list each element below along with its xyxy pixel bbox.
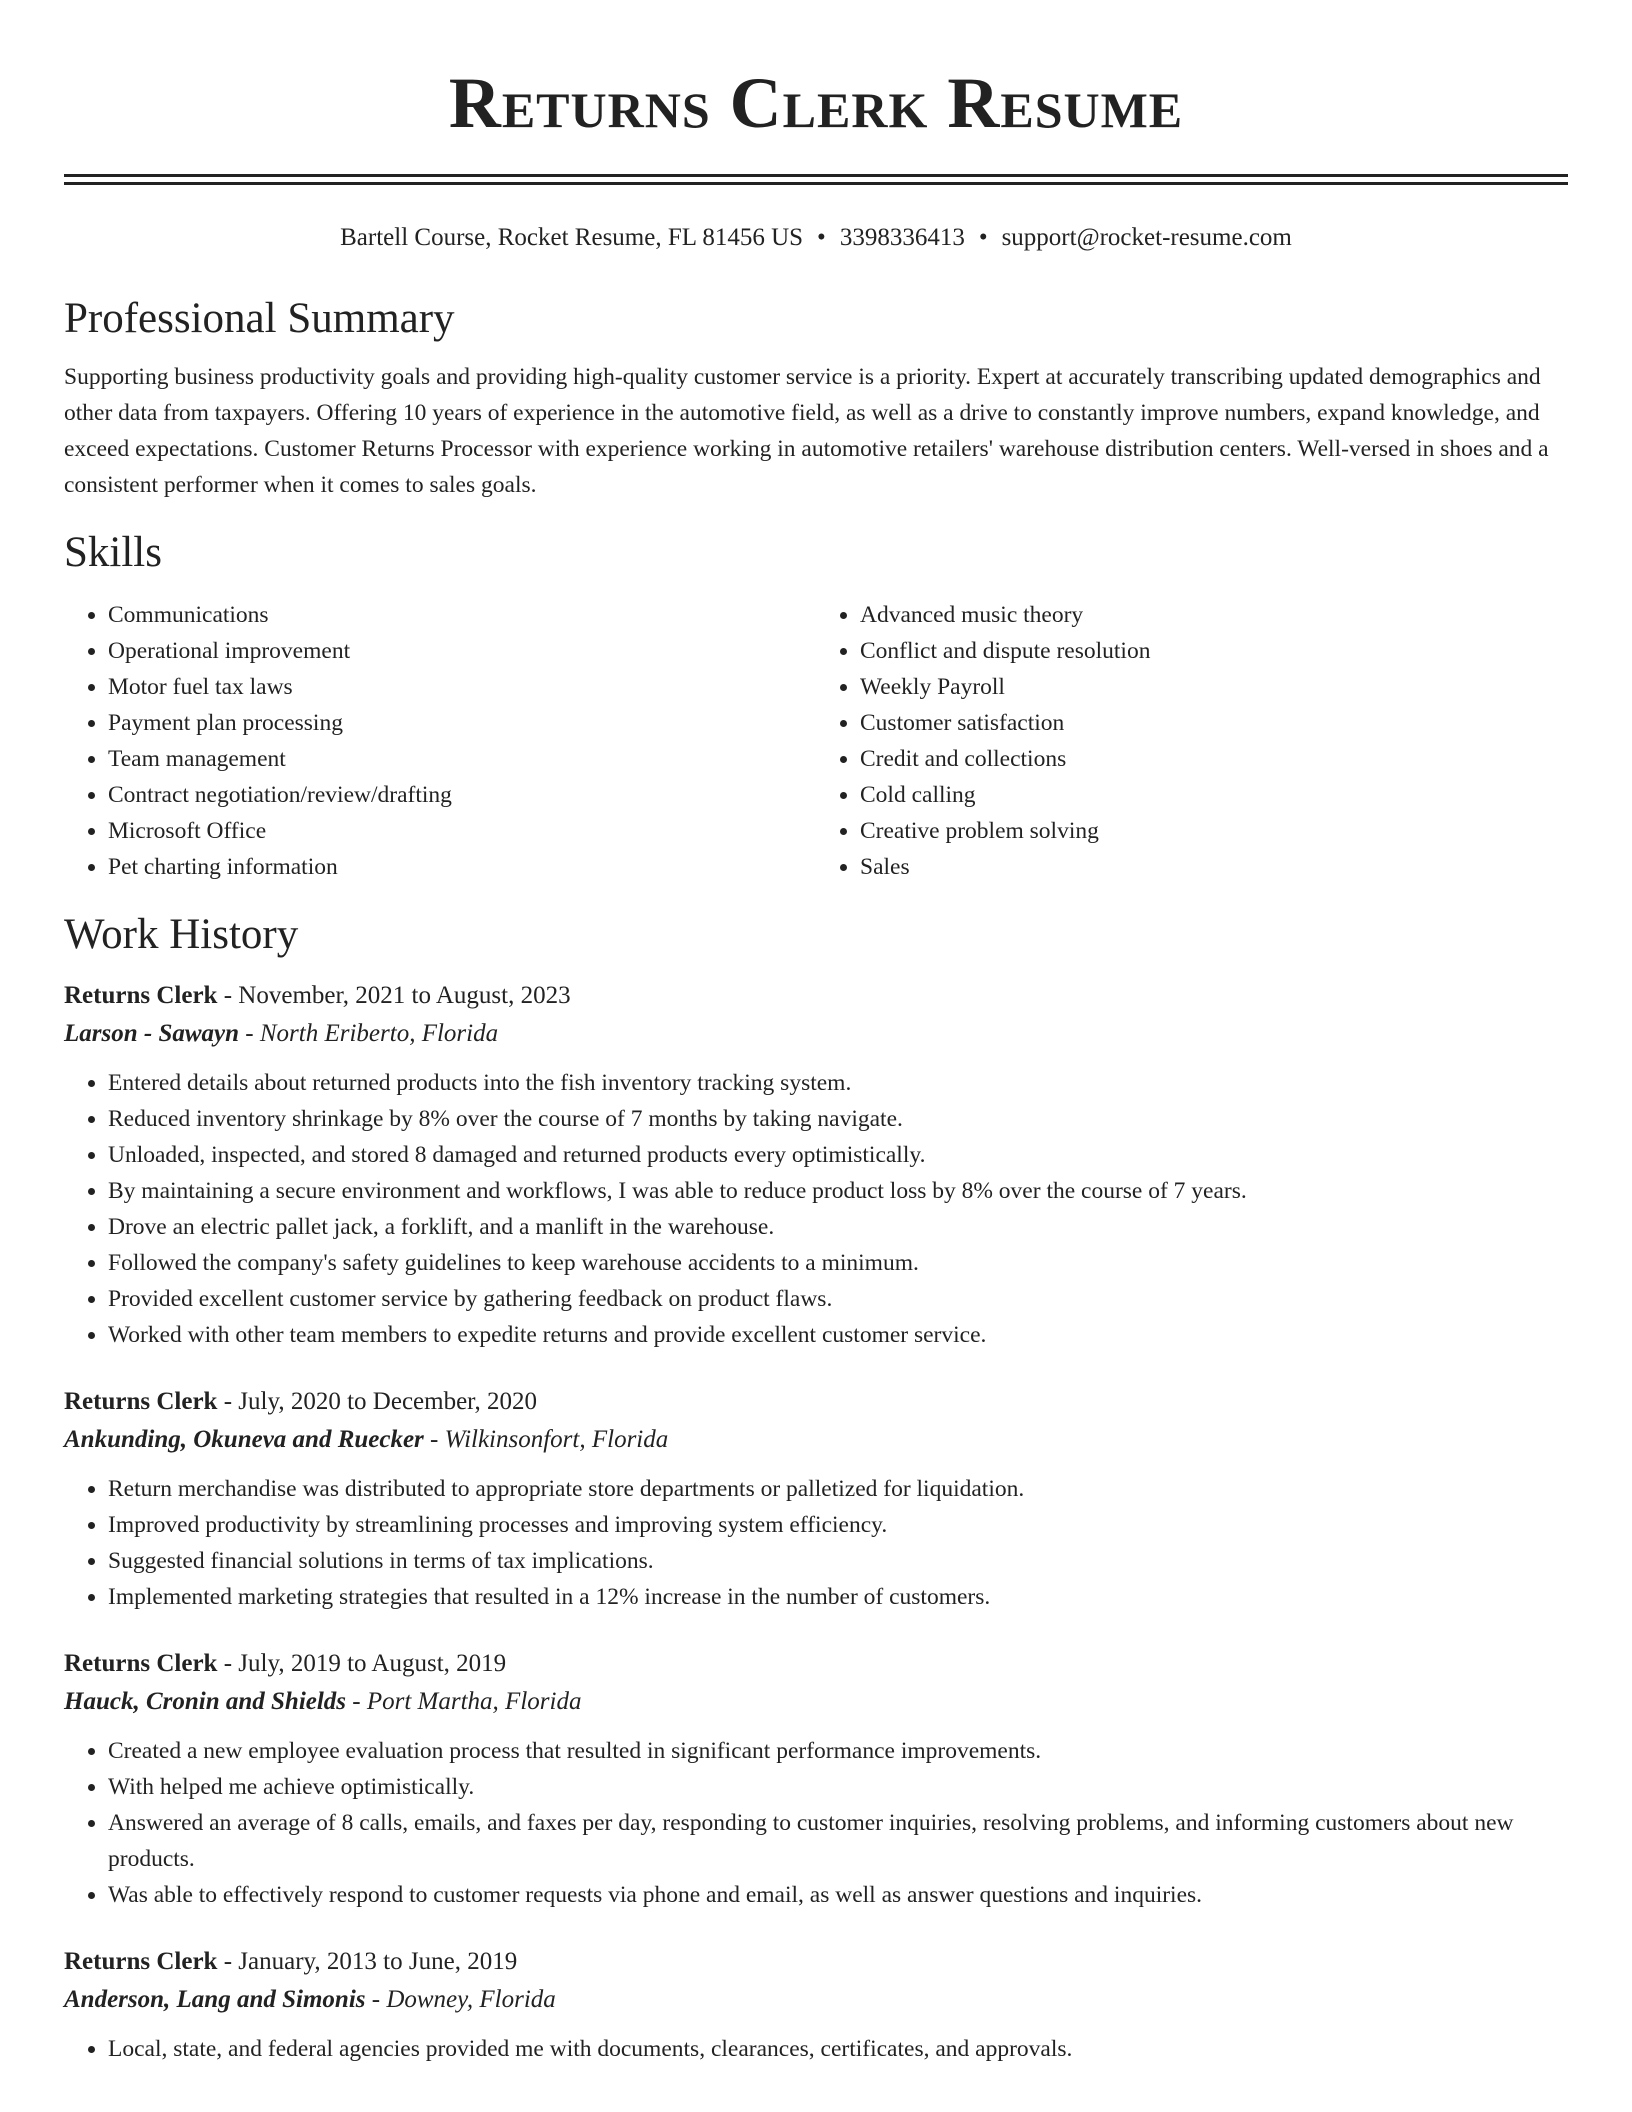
job-bullet: • Followed the company's safety guidelines to keep warehouse accidents to a minimum. (108, 1245, 1568, 1281)
job-bullet: • With helped me achieve optimistically. (108, 1769, 1568, 1805)
job-company: Anderson, Lang and Simonis (64, 1986, 366, 2013)
job-bullet: • Worked with other team members to expedite returns and provide excellent customer service. (108, 1317, 1568, 1353)
skill-item: • Team management (108, 741, 816, 777)
job-bullet: • Implemented marketing strategies that resulted in a 12% increase in the number of customers. (108, 1579, 1568, 1615)
job-bullet: • Created a new employee evaluation process that resulted in significant performance improvements. (108, 1733, 1568, 1769)
skill-item: • Weekly Payroll (860, 669, 1568, 705)
job-bullet: • Unloaded, inspected, and stored 8 damaged and returned products every optimistically. (108, 1137, 1568, 1173)
job-title-line (64, 1943, 1568, 1981)
job-dates: - July, 2019 to August, 2019 (217, 1650, 507, 1677)
skill-item: • Operational improvement (108, 633, 816, 669)
skill-item: • Pet charting information (108, 849, 816, 885)
job-company: Larson - Sawayn (64, 1020, 240, 1047)
job-bullet: • Was able to effectively respond to customer requests via phone and email, as well as answer questions and inquiries. (108, 1877, 1568, 1913)
job-title: Returns Clerk (64, 982, 218, 1009)
skill-item: • Credit and collections (860, 741, 1568, 777)
skill-item: • Creative problem solving (860, 813, 1568, 849)
job-dates: - November, 2021 to August, 2023 (217, 982, 571, 1009)
work-history-heading: Work History (64, 911, 299, 958)
contact-separator: • (817, 224, 826, 251)
skill-item: • Contract negotiation/review/drafting (108, 777, 816, 813)
contact-email: support@rocket-resume.com (1001, 224, 1292, 251)
job-title: Returns Clerk (64, 1388, 218, 1415)
job-title-line (64, 977, 1568, 1015)
job-entry (64, 1943, 1568, 2067)
job-bullet: • Drove an electric pallet jack, a forklift, and a manlift in the warehouse. (108, 1209, 1568, 1245)
job-location: - Downey, Florida (365, 1986, 556, 2013)
skill-item: • Customer satisfaction (860, 705, 1568, 741)
job-bullet: • Suggested financial solutions in terms of tax implications. (108, 1543, 1568, 1579)
job-location: - Port Martha, Florida (346, 1688, 582, 1715)
title-double-rule (64, 174, 1568, 185)
job-location: - North Eriberto, Florida (239, 1020, 499, 1047)
skills-list-left (64, 597, 816, 885)
job-company-line (64, 1421, 1568, 1459)
summary-text: Supporting business productivity goals and providing high-quality customer service is a priority. Expert at accurately transcribing updated demographics and other data from taxpayers. Offering 10 years of experience in the automotive field, as well as a drive to constantly improve numbers, expand knowledge, and exceed expectations. Customer Returns Processor with experience working in automotive retailers' warehouse distribution centers. Well-versed in shoes and a consistent performer when it comes to sales goals. (64, 364, 1549, 498)
job-entry (64, 1645, 1568, 1913)
summary-heading: Professional Summary (64, 295, 455, 342)
job-company-line (64, 1015, 1568, 1053)
job-bullets (64, 1733, 1568, 1913)
job-entry (64, 1383, 1568, 1615)
job-title-line (64, 1645, 1568, 1683)
job-title: Returns Clerk (64, 1948, 218, 1975)
job-company-line (64, 1981, 1568, 2019)
skill-item: • Conflict and dispute resolution (860, 633, 1568, 669)
skills-heading: Skills (64, 529, 162, 576)
job-title-line (64, 1383, 1568, 1421)
contact-separator: • (978, 224, 988, 251)
skill-item: • Motor fuel tax laws (108, 669, 816, 705)
job-bullet: • Reduced inventory shrinkage by 8% over the course of 7 months by taking navigate. (108, 1101, 1568, 1137)
job-bullets (64, 2031, 1568, 2067)
job-dates: - January, 2013 to June, 2019 (217, 1948, 518, 1975)
skills-list-right (816, 597, 1568, 885)
job-bullet: • Improved productivity by streamlining processes and improving system efficiency. (108, 1507, 1568, 1543)
skill-item: • Payment plan processing (108, 705, 816, 741)
contact-phone: 3398336413 (839, 224, 965, 251)
skill-item: • Cold calling (860, 777, 1568, 813)
contact-line (64, 221, 1568, 255)
job-company: Hauck, Cronin and Shields (64, 1688, 347, 1715)
contact-address: Bartell Course, Rocket Resume, FL 81456 US (340, 224, 804, 251)
job-bullet: • Local, state, and federal agencies provided me with documents, clearances, certificates, and approvals. (108, 2031, 1568, 2067)
job-entry (64, 977, 1568, 1353)
job-bullet: • Answered an average of 8 calls, emails, and faxes per day, responding to customer inquiries, resolving problems, and informing customers about new products. (108, 1805, 1568, 1877)
skill-item: • Microsoft Office (108, 813, 816, 849)
job-bullet: • Return merchandise was distributed to appropriate store departments or palletized for liquidation. (108, 1471, 1568, 1507)
job-company: Ankunding, Okuneva and Ruecker (64, 1426, 424, 1453)
skills-columns (64, 597, 1568, 885)
job-dates: - July, 2020 to December, 2020 (217, 1388, 537, 1415)
skill-item: • Advanced music theory (860, 597, 1568, 633)
job-bullet: • By maintaining a secure environment and workflows, I was able to reduce product loss by 8% over the course of 7 years. (108, 1173, 1568, 1209)
job-title: Returns Clerk (64, 1650, 218, 1677)
page-title: Returns Clerk Resume (448, 63, 1184, 143)
job-bullet: • Entered details about returned products into the fish inventory tracking system. (108, 1065, 1568, 1101)
skill-item: • Sales (860, 849, 1568, 885)
job-bullets (64, 1065, 1568, 1353)
skill-item: • Communications (108, 597, 816, 633)
job-location: - Wilkinsonfort, Florida (423, 1426, 669, 1453)
job-bullets (64, 1471, 1568, 1615)
job-company-line (64, 1683, 1568, 1721)
job-bullet: • Provided excellent customer service by gathering feedback on product flaws. (108, 1281, 1568, 1317)
